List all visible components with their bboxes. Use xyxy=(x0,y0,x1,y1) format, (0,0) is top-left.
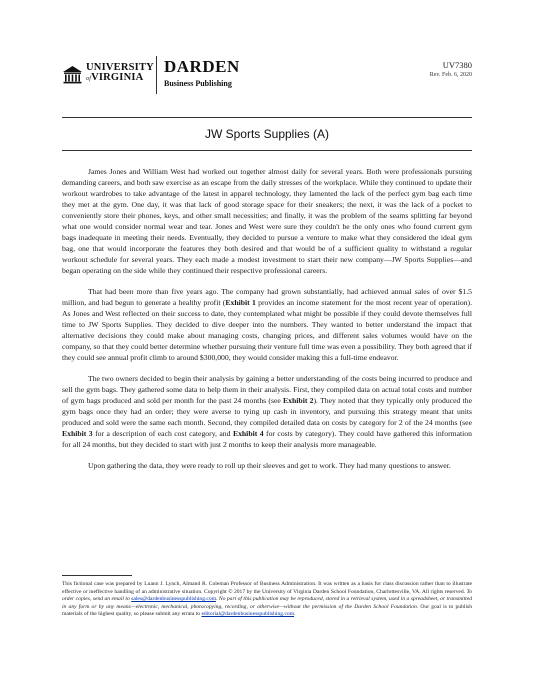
footnote-text-5: . xyxy=(294,611,296,618)
paragraph-2 xyxy=(62,286,472,363)
darden-logo xyxy=(164,58,240,88)
paragraph-4: Upon gathering the data, they were ready to roll up their sleeves and get to work. They had many questions to answer. xyxy=(88,461,451,470)
paragraph-1: James Jones and William West had worked out together almost daily for several years. Both were professionals pursuing demanding careers, and both saw exercise as an escape from the daily stresses of the workplace. While they continued to update their workout wardrobes to take advantage of the latest in apparel technology, they lamented the lack of the perfect gym bag each time they met at the gym. One day, it was that lack of good storage space for their sneakers; the next, it was the lack of a pocket to conveniently store their phones, keys, and other small necessities; and finally, it was the problem of the seams splitting far beyond what one would consider normal wear and tear. Jones and West were sure they couldn't be the only ones who found current gym bags inadequate in meeting their needs. Eventually, they decided to pursue a venture to make what they considered the ideal gym bag, one that would incorporate the features they both desired and that would be of a sufficient quality to withstand a regular workout schedule for several years. They each made a modest investment to start their new company—JW Sports Supplies—and began operating on the side while they continued their respective professional careers. xyxy=(62,167,472,275)
title-rule-bottom xyxy=(62,150,472,151)
footnote-text-1: This fictional case was prepared by Luann J. Lynch, Almand R. Coleman Professor of Business Administration. It was written as a basis for class discussion rather than to illustrate effective or ineffective handling of an administrative situation. Copyright © 2017 by the University of Virginia Darden School Foundation, Charlottesville, VA. All rights reserved. xyxy=(62,581,472,595)
document-header xyxy=(62,52,472,98)
footnote xyxy=(62,581,472,619)
darden-name: DARDEN xyxy=(164,57,240,76)
paragraph-3-text-b: ). They noted that they typically only produced the gym bags once they had an order; they were averse to tying up cash in inventory, and pursuing this strategy meant that units produced and sold were the same each month. Second, they compiled detailed data on costs by category for 2 of the 24 months (see xyxy=(62,396,472,427)
exhibit-3-ref: Exhibit 3 xyxy=(62,429,93,438)
uva-logo xyxy=(62,60,154,88)
sales-email-link[interactable]: sales@dardenbusinesspublishing.com xyxy=(131,596,217,603)
case-code xyxy=(430,60,472,78)
uva-wordmark xyxy=(86,63,154,84)
footnote-text-3: . No part of this publication may be reproduced, stored in a retrieval system, used in a spreadsheet, or transmitted in any form or by any means—electronic, mechanical, photocopying, recording, or otherwise—without the permission of the Darden School Foundation. xyxy=(62,596,472,610)
exhibit-1-ref: Exhibit 1 xyxy=(225,298,256,307)
paragraph-2-text-a: That had been more than five years ago. The company had grown substantially, had achieved annual sales of over $1.5 million, and had begun to generate a healthy profit ( xyxy=(62,287,472,307)
footnote-rule xyxy=(62,575,132,576)
title-rule-top xyxy=(62,117,472,118)
rotunda-icon xyxy=(62,64,83,84)
darden-sub: Business Publishing xyxy=(164,79,232,88)
uva-of: of xyxy=(86,76,92,82)
exhibit-2-ref: Exhibit 2 xyxy=(283,396,314,405)
case-body xyxy=(62,166,472,481)
paragraph-3-text-a: The two owners decided to begin their analysis by gaining a better understanding of the costs being incurred to produce and sell the gym bags. They gathered some data to help them in their analysis. First, they compiled data on actual total costs and number of gym bags produced and sold per month for the past 24 months (see xyxy=(62,374,472,405)
uva-line2: VIRGINIA xyxy=(91,72,144,83)
paragraph-3-text-d: for costs by category). They could have gathered this information for all 24 months, but they decided to start with just 2 months to keep their analysis more manageable. xyxy=(62,429,472,449)
case-title: JW Sports Supplies (A) xyxy=(204,127,330,141)
exhibit-4-ref: Exhibit 4 xyxy=(232,429,264,438)
paragraph-2-text-b: provides an income statement for the most recent year of operation). As Jones and West reflected on their success to date, they contemplated what might be possible if they could devote themselves full time to JW Sports Supplies. They decided to dive deeper into the numbers. They wanted to better understand the impact that alternative decisions they could make about managing costs, changing prices, and different sales volumes would have on the company, so that they could better determine whether pursuing their venture full time was even a possibility. They both agreed that if they could see annual profit climb to around $300,000, they would consider making this a full-time endeavor. xyxy=(62,298,472,362)
uva-line1: UNIVERSITY xyxy=(86,62,154,73)
paragraph-3 xyxy=(62,373,472,450)
footnote-text-2: To order copies, send an email to xyxy=(62,588,472,603)
case-id: UV7380 xyxy=(442,60,472,70)
paragraph-3-text-c: for a description of each cost category, and xyxy=(92,429,233,438)
footnote-text-4: Our goal is to publish materials of the highest quality, so please submit any errata to xyxy=(62,603,472,618)
editorial-email-link[interactable]: editorial@dardenbusinesspublishing.com xyxy=(201,611,295,618)
case-revision: Rev. Feb. 6, 2020 xyxy=(429,72,472,78)
logo-divider xyxy=(156,56,157,94)
